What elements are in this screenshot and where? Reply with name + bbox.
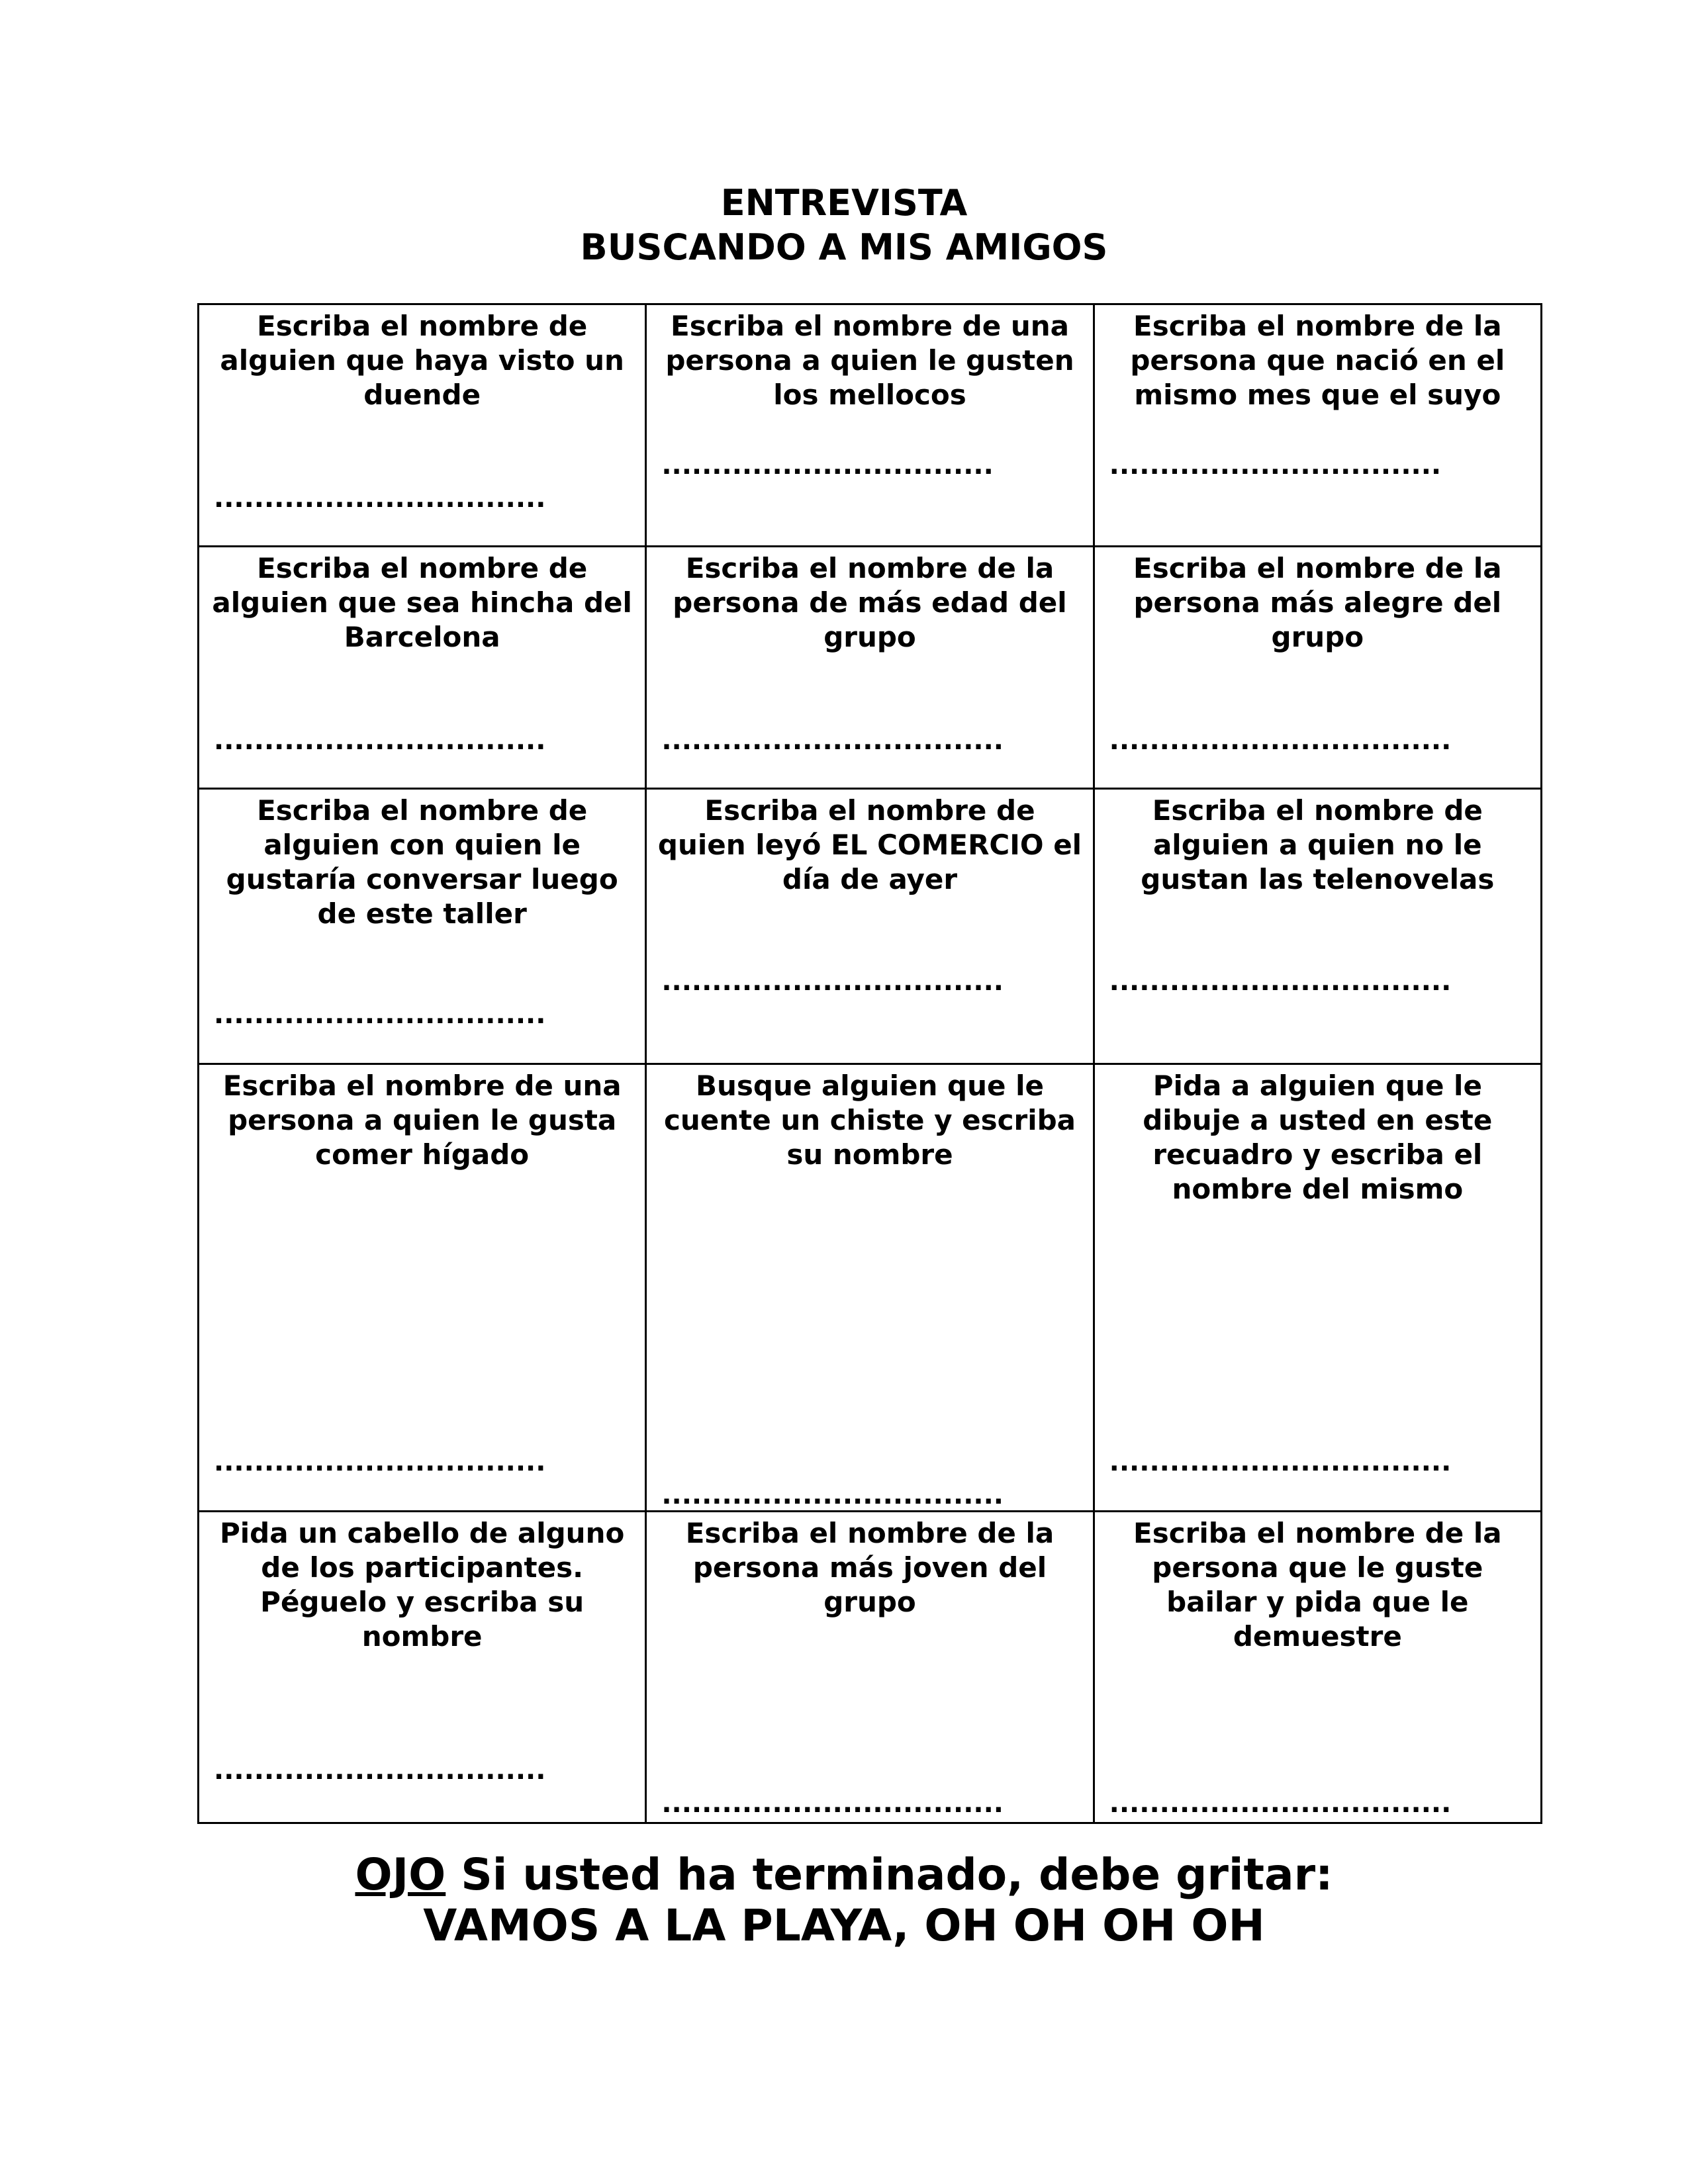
cell-prompt: Escriba el nombre de alguien con quien le gustaría conversar luego de este taller — [226, 794, 618, 930]
answer-blank[interactable]: ................................. — [214, 1755, 546, 1786]
cell-prompt: Pida a alguien que le dibuje a usted en este recuadro y escriba el nombre del mismo — [1143, 1069, 1493, 1205]
answer-blank[interactable]: .................................. — [661, 725, 1004, 756]
answer-blank[interactable]: .................................. — [1109, 1447, 1452, 1477]
grid-cell — [199, 547, 646, 789]
answer-blank[interactable]: .................................. — [1109, 1788, 1452, 1819]
grid-cell — [1094, 304, 1541, 547]
answer-blank[interactable]: .................................. — [1109, 966, 1452, 997]
cell-prompt: Escriba el nombre de la persona más alegre del grupo — [1133, 552, 1502, 653]
cell-prompt: Escriba el nombre de alguien que sea hincha del Barcelona — [212, 552, 632, 653]
ojo-label: OJO — [355, 1849, 446, 1900]
answer-blank[interactable]: ................................. — [214, 483, 546, 514]
grid-row — [199, 1512, 1542, 1823]
grid-cell — [199, 304, 646, 547]
grid-cell — [646, 304, 1094, 547]
grid-row — [199, 789, 1542, 1064]
cell-prompt: Escriba el nombre de la persona más joven del grupo — [685, 1517, 1055, 1618]
answer-blank[interactable]: ................................. — [1109, 450, 1442, 480]
cell-prompt: Escriba el nombre de alguien a quien no le gustan las telenovelas — [1141, 794, 1495, 895]
grid-cell — [646, 547, 1094, 789]
cell-prompt: Busque alguien que le cuente un chiste y escriba su nombre — [663, 1069, 1076, 1171]
grid-row — [199, 547, 1542, 789]
answer-blank[interactable]: .................................. — [661, 966, 1004, 997]
footer-instruction — [0, 1850, 1688, 1900]
grid-row — [199, 304, 1542, 547]
answer-blank[interactable]: .................................. — [661, 1480, 1004, 1510]
grid-cell — [199, 789, 646, 1064]
answer-blank[interactable]: ................................. — [214, 999, 546, 1030]
cell-prompt: Escriba el nombre de quien leyó EL COMERCIO el día de ayer — [657, 794, 1082, 895]
grid-cell — [1094, 789, 1541, 1064]
grid-cell — [646, 1064, 1094, 1512]
page-subtitle: BUSCANDO A MIS AMIGOS — [580, 226, 1108, 268]
page-title: ENTREVISTA — [720, 182, 968, 224]
answer-blank[interactable]: ................................. — [214, 725, 546, 756]
cell-prompt: Escriba el nombre de la persona de más edad del grupo — [673, 552, 1067, 653]
answer-blank[interactable]: .................................. — [661, 1788, 1004, 1819]
cell-prompt: Escriba el nombre de la persona que nació en el mismo mes que el suyo — [1130, 310, 1505, 411]
footer-instruction-text: Si usted ha terminado, debe gritar: — [445, 1849, 1333, 1900]
grid-cell — [199, 1512, 646, 1823]
answer-blank[interactable]: ................................. — [661, 450, 994, 480]
grid-row — [199, 1064, 1542, 1512]
cell-prompt: Pida un cabello de alguno de los participantes. Péguelo y escriba su nombre — [220, 1517, 625, 1653]
cell-prompt: Escriba el nombre de alguien que haya visto un duende — [220, 310, 624, 411]
grid-cell — [646, 789, 1094, 1064]
grid-cell — [1094, 1512, 1541, 1823]
answer-blank[interactable]: ................................. — [214, 1447, 546, 1477]
cell-prompt: Escriba el nombre de una persona a quien le gusta comer hígado — [222, 1069, 622, 1171]
footer-chant: VAMOS A LA PLAYA, OH OH OH OH — [423, 1900, 1265, 1951]
interview-grid — [197, 303, 1542, 1824]
cell-prompt: Escriba el nombre de la persona que le guste bailar y pida que le demuestre — [1133, 1517, 1502, 1653]
answer-blank[interactable]: .................................. — [1109, 725, 1452, 756]
grid-cell — [199, 1064, 646, 1512]
grid-cell — [1094, 547, 1541, 789]
grid-cell — [646, 1512, 1094, 1823]
grid-cell — [1094, 1064, 1541, 1512]
cell-prompt: Escriba el nombre de una persona a quien le gusten los mellocos — [665, 310, 1074, 411]
